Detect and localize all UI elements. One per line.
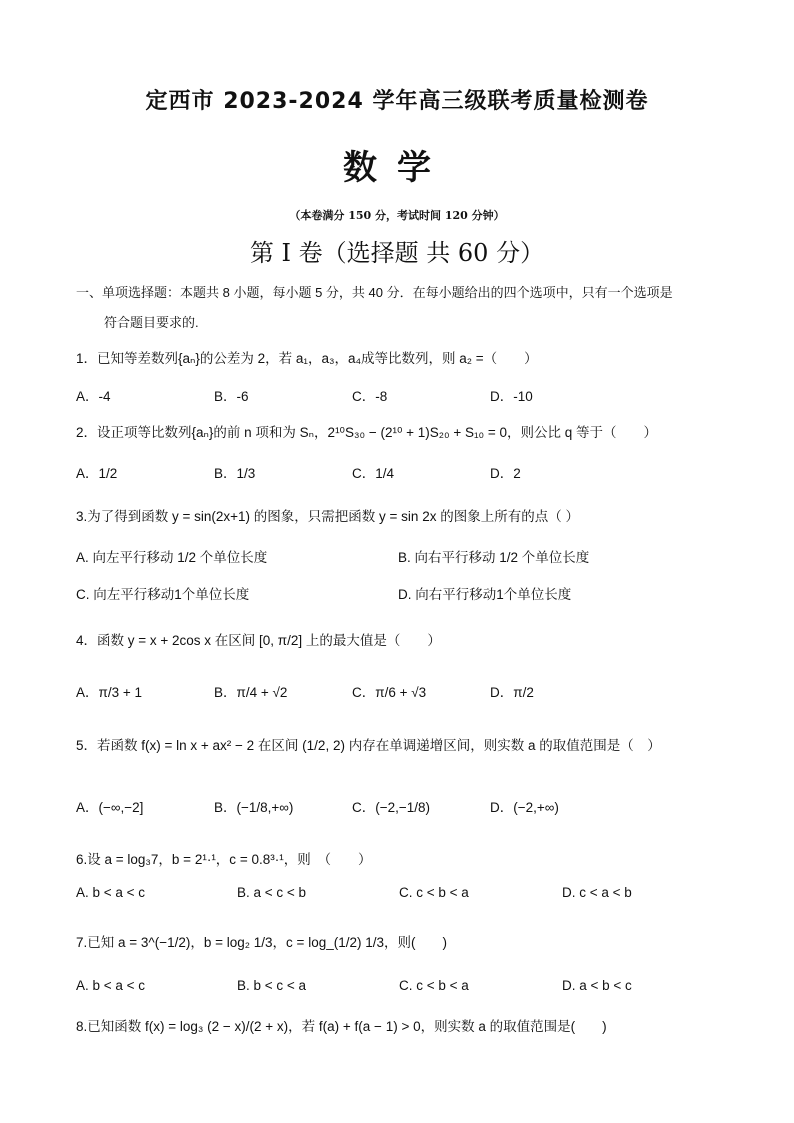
question-1-stem: 1．已知等差数列{aₙ}的公差为 2，若 a₁，a₃，a₄成等比数列，则 a₂ =（ ） bbox=[76, 351, 538, 366]
question-6-option-c: C. c < b < a bbox=[399, 885, 469, 900]
question-1-option-d: D．-10 bbox=[490, 389, 533, 404]
question-3-option-a: A. 向左平行移动 1/2 个单位长度 bbox=[76, 550, 268, 565]
question-4-option-c: C．π/6 + √3 bbox=[352, 685, 427, 700]
question-5-option-d: D．(−2,+∞) bbox=[490, 800, 559, 815]
question-4-option-a: A．π/3 + 1 bbox=[76, 685, 142, 700]
section-instruction-line2: 符合题目要求的. bbox=[104, 315, 199, 330]
question-3-option-c: C. 向左平行移动1个单位长度 bbox=[76, 587, 250, 602]
section-instruction-line1: 一、单项选择题：本题共 8 小题，每小题 5 分，共 40 分．在每小题给出的四个选项中，只有一个选项是 bbox=[76, 285, 673, 300]
question-2-option-d: D．2 bbox=[490, 466, 521, 481]
question-7-option-d: D. a < b < c bbox=[562, 978, 632, 993]
question-6-stem: 6.设 a = log₃7，b = 2¹·¹，c = 0.8³·¹，则 （ ） bbox=[76, 852, 372, 867]
question-8-stem: 8.已知函数 f(x) = log₃ (2 − x)/(2 + x)，若 f(a) + f(a − 1) > 0，则实数 a 的取值范围是( ) bbox=[76, 1019, 607, 1034]
question-7-option-b: B. b < c < a bbox=[237, 978, 307, 993]
question-2-option-a: A．1/2 bbox=[76, 466, 118, 481]
question-6-option-d: D. c < a < b bbox=[562, 885, 632, 900]
question-4-option-d: D．π/2 bbox=[490, 685, 534, 700]
question-3-option-b: B. 向右平行移动 1/2 个单位长度 bbox=[398, 550, 590, 565]
part-heading: 第 I 卷（选择题 共 60 分） bbox=[249, 239, 545, 267]
question-5-option-c: C．(−2,−1/8) bbox=[352, 800, 431, 815]
question-5-option-b: B．(−1/8,+∞) bbox=[214, 800, 294, 815]
question-6-option-a: A. b < a < c bbox=[76, 885, 146, 900]
question-7-option-c: C. c < b < a bbox=[399, 978, 469, 993]
question-1-option-c: C．-8 bbox=[352, 389, 388, 404]
question-4-stem: 4．函数 y = x + 2cos x 在区间 [0, π/2] 上的最大值是（ ） bbox=[76, 633, 441, 648]
exam-note: （本卷满分 150 分，考试时间 120 分钟） bbox=[289, 209, 505, 222]
question-7-option-a: A. b < a < c bbox=[76, 978, 146, 993]
exam-title: 定西市 2023-2024 学年高三级联考质量检测卷 bbox=[145, 89, 649, 114]
question-6-option-b: B. a < c < b bbox=[237, 885, 307, 900]
question-4-option-b: B．π/4 + √2 bbox=[214, 685, 288, 700]
question-7-stem: 7.已知 a = 3^(−1/2)，b = log₂ 1/3，c = log_(1/2) 1/3，则( ) bbox=[76, 935, 447, 950]
question-2-option-b: B．1/3 bbox=[214, 466, 256, 481]
question-1-option-b: B．-6 bbox=[214, 389, 249, 404]
question-3-option-d: D. 向右平行移动1个单位长度 bbox=[398, 587, 572, 602]
question-1-option-a: A．-4 bbox=[76, 389, 111, 404]
subject-heading: 数学 bbox=[343, 148, 451, 188]
question-2-stem: 2．设正项等比数列{aₙ}的前 n 项和为 Sₙ，2¹⁰S₃₀ − (2¹⁰ + 1)S₂₀ + S₁₀ = 0，则公比 q 等于（ ） bbox=[76, 425, 658, 440]
question-5-option-a: A．(−∞,−2] bbox=[76, 800, 144, 815]
question-5-stem: 5．若函数 f(x) = ln x + ax² − 2 在区间 (1/2, 2) 内存在单调递增区间，则实数 a 的取值范围是（ ） bbox=[76, 738, 661, 753]
question-2-option-c: C．1/4 bbox=[352, 466, 395, 481]
question-3-stem: 3.为了得到函数 y = sin(2x+1) 的图象，只需把函数 y = sin 2x 的图象上所有的点（ ） bbox=[76, 509, 579, 524]
